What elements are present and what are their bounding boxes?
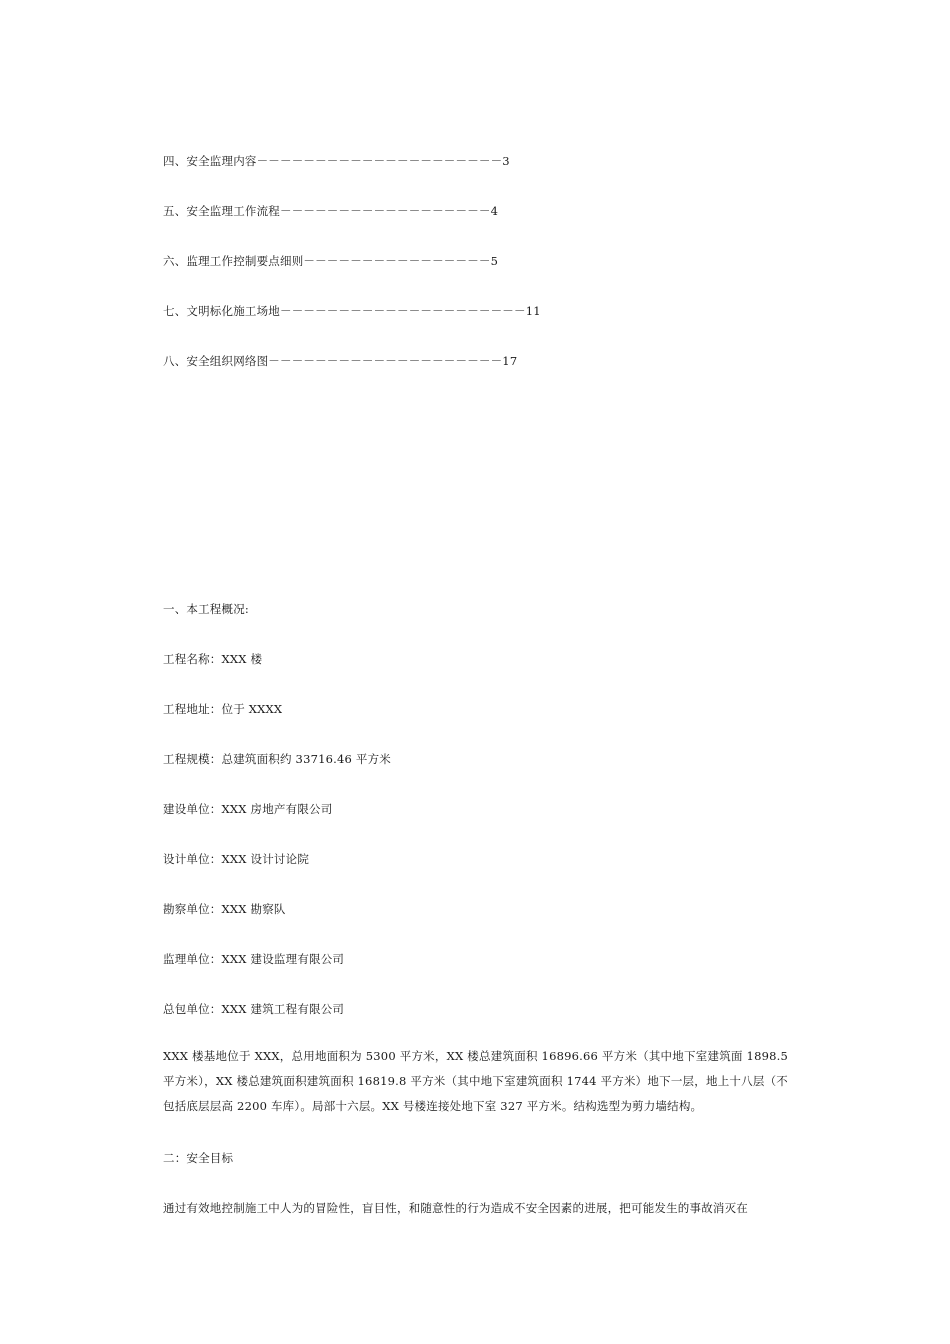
- survey-unit: 勘察单位：XXX 勘察队: [163, 902, 286, 916]
- toc-item-7: 七、文明标化施工场地－－－－－－－－－－－－－－－－－－－－－11: [163, 304, 541, 318]
- construction-unit: 建设单位：XXX 房地产有限公司: [163, 802, 333, 816]
- project-description: XXX 楼基地位于 XXX，总用地面积为 5300 平方米，XX 楼总建筑面积 16896.66 平方米（其中地下室建筑面 1898.5 平方米），XX 楼总建筑面积建筑面积 16819.8 平方米（其中地下室建筑面积 1744 平方米）地下一层，地上十八层（不包括底层层高 2200 车库）。局部十六层。XX 号楼连接处地下室 327 平方米。结构选型为剪力墙结构。: [163, 1049, 788, 1113]
- project-name: 工程名称：XXX 楼: [163, 652, 263, 666]
- toc-item-8: 八、安全组织网络图－－－－－－－－－－－－－－－－－－－－17: [163, 354, 518, 368]
- toc-item-4: 四、安全监理内容－－－－－－－－－－－－－－－－－－－－－3: [163, 154, 510, 168]
- toc-item-6: 六、监理工作控制要点细则－－－－－－－－－－－－－－－－5: [163, 254, 499, 268]
- toc-item-5: 五、安全监理工作流程－－－－－－－－－－－－－－－－－－4: [163, 204, 499, 218]
- section-2-heading: 二：安全目标: [163, 1151, 234, 1165]
- design-unit: 设计单位：XXX 设计讨论院: [163, 852, 310, 866]
- project-address: 工程地址：位于 XXXX: [163, 702, 283, 716]
- general-contractor: 总包单位：XXX 建筑工程有限公司: [163, 1002, 345, 1016]
- supervision-unit: 监理单位：XXX 建设监理有限公司: [163, 952, 345, 966]
- section-1-heading: 一、本工程概况:: [163, 602, 249, 616]
- safety-goal-text: 通过有效地控制施工中人为的冒险性，盲目性，和随意性的行为造成不安全因素的进展，把可能发生的事故消灭在: [163, 1201, 748, 1215]
- project-scale: 工程规模：总建筑面积约 33716.46 平方米: [163, 752, 391, 766]
